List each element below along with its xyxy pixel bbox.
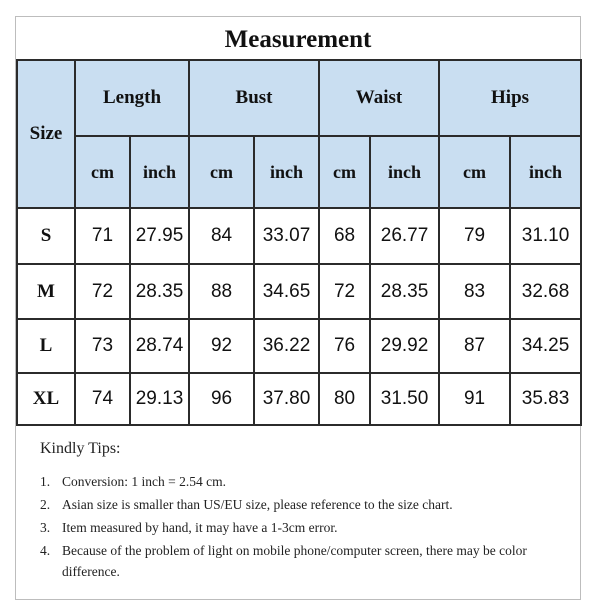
bust-cm-cell: 96 [189, 373, 254, 425]
waist-cm-cell: 76 [319, 319, 370, 373]
unit-header: cm [319, 136, 370, 208]
group-header-waist: Waist [319, 60, 439, 136]
hips-cm-cell: 79 [439, 208, 510, 264]
unit-header: inch [370, 136, 439, 208]
group-header-hips: Hips [439, 60, 581, 136]
list-item [40, 540, 570, 582]
hips-inch-cell: 34.25 [510, 319, 581, 373]
unit-header: cm [189, 136, 254, 208]
tips-list [40, 471, 570, 582]
length-inch-cell: 27.95 [130, 208, 189, 264]
tips-section [40, 440, 570, 584]
tip-index: 2. [40, 497, 51, 512]
list-item [40, 494, 570, 515]
unit-header: inch [254, 136, 319, 208]
tip-index: 1. [40, 474, 51, 489]
group-header-bust: Bust [189, 60, 319, 136]
group-header-length: Length [75, 60, 189, 136]
bust-inch-cell: 36.22 [254, 319, 319, 373]
hips-inch-cell: 35.83 [510, 373, 581, 425]
table-row [17, 264, 581, 319]
waist-cm-cell: 68 [319, 208, 370, 264]
table-row [17, 208, 581, 264]
tip-text: Because of the problem of light on mobile phone/computer screen, there may be color difference. [62, 543, 527, 579]
list-item [40, 471, 570, 492]
length-cm-cell: 71 [75, 208, 130, 264]
tip-text: Item measured by hand, it may have a 1-3cm error. [62, 520, 338, 535]
page-title: Measurement [224, 26, 372, 53]
bust-cm-cell: 92 [189, 319, 254, 373]
waist-cm-cell: 72 [319, 264, 370, 319]
unit-header: cm [439, 136, 510, 208]
tip-index: 4. [40, 543, 51, 558]
group-header-row [17, 60, 581, 136]
waist-inch-cell: 29.92 [370, 319, 439, 373]
waist-inch-cell: 26.77 [370, 208, 439, 264]
length-inch-cell: 28.35 [130, 264, 189, 319]
size-label: M [17, 264, 75, 319]
unit-header: cm [75, 136, 130, 208]
hips-cm-cell: 91 [439, 373, 510, 425]
bust-inch-cell: 33.07 [254, 208, 319, 264]
unit-header-row [17, 136, 581, 208]
bust-cm-cell: 88 [189, 264, 254, 319]
length-cm-cell: 74 [75, 373, 130, 425]
hips-inch-cell: 31.10 [510, 208, 581, 264]
waist-cm-cell: 80 [319, 373, 370, 425]
hips-cm-cell: 83 [439, 264, 510, 319]
table-row [17, 373, 581, 425]
tip-index: 3. [40, 520, 51, 535]
length-inch-cell: 28.74 [130, 319, 189, 373]
tip-text: Conversion: 1 inch = 2.54 cm. [62, 474, 226, 489]
bust-inch-cell: 34.65 [254, 264, 319, 319]
list-item [40, 517, 570, 538]
waist-inch-cell: 31.50 [370, 373, 439, 425]
size-table [16, 59, 582, 426]
bust-cm-cell: 84 [189, 208, 254, 264]
length-cm-cell: 72 [75, 264, 130, 319]
hips-cm-cell: 87 [439, 319, 510, 373]
hips-inch-cell: 32.68 [510, 264, 581, 319]
tips-title: Kindly Tips: [40, 440, 121, 457]
size-header: Size [17, 60, 75, 208]
size-label: L [17, 319, 75, 373]
length-cm-cell: 73 [75, 319, 130, 373]
size-label: XL [17, 373, 75, 425]
tip-text: Asian size is smaller than US/EU size, please reference to the size chart. [62, 497, 453, 512]
unit-header: inch [510, 136, 581, 208]
length-inch-cell: 29.13 [130, 373, 189, 425]
waist-inch-cell: 28.35 [370, 264, 439, 319]
table-row [17, 319, 581, 373]
bust-inch-cell: 37.80 [254, 373, 319, 425]
size-label: S [17, 208, 75, 264]
unit-header: inch [130, 136, 189, 208]
